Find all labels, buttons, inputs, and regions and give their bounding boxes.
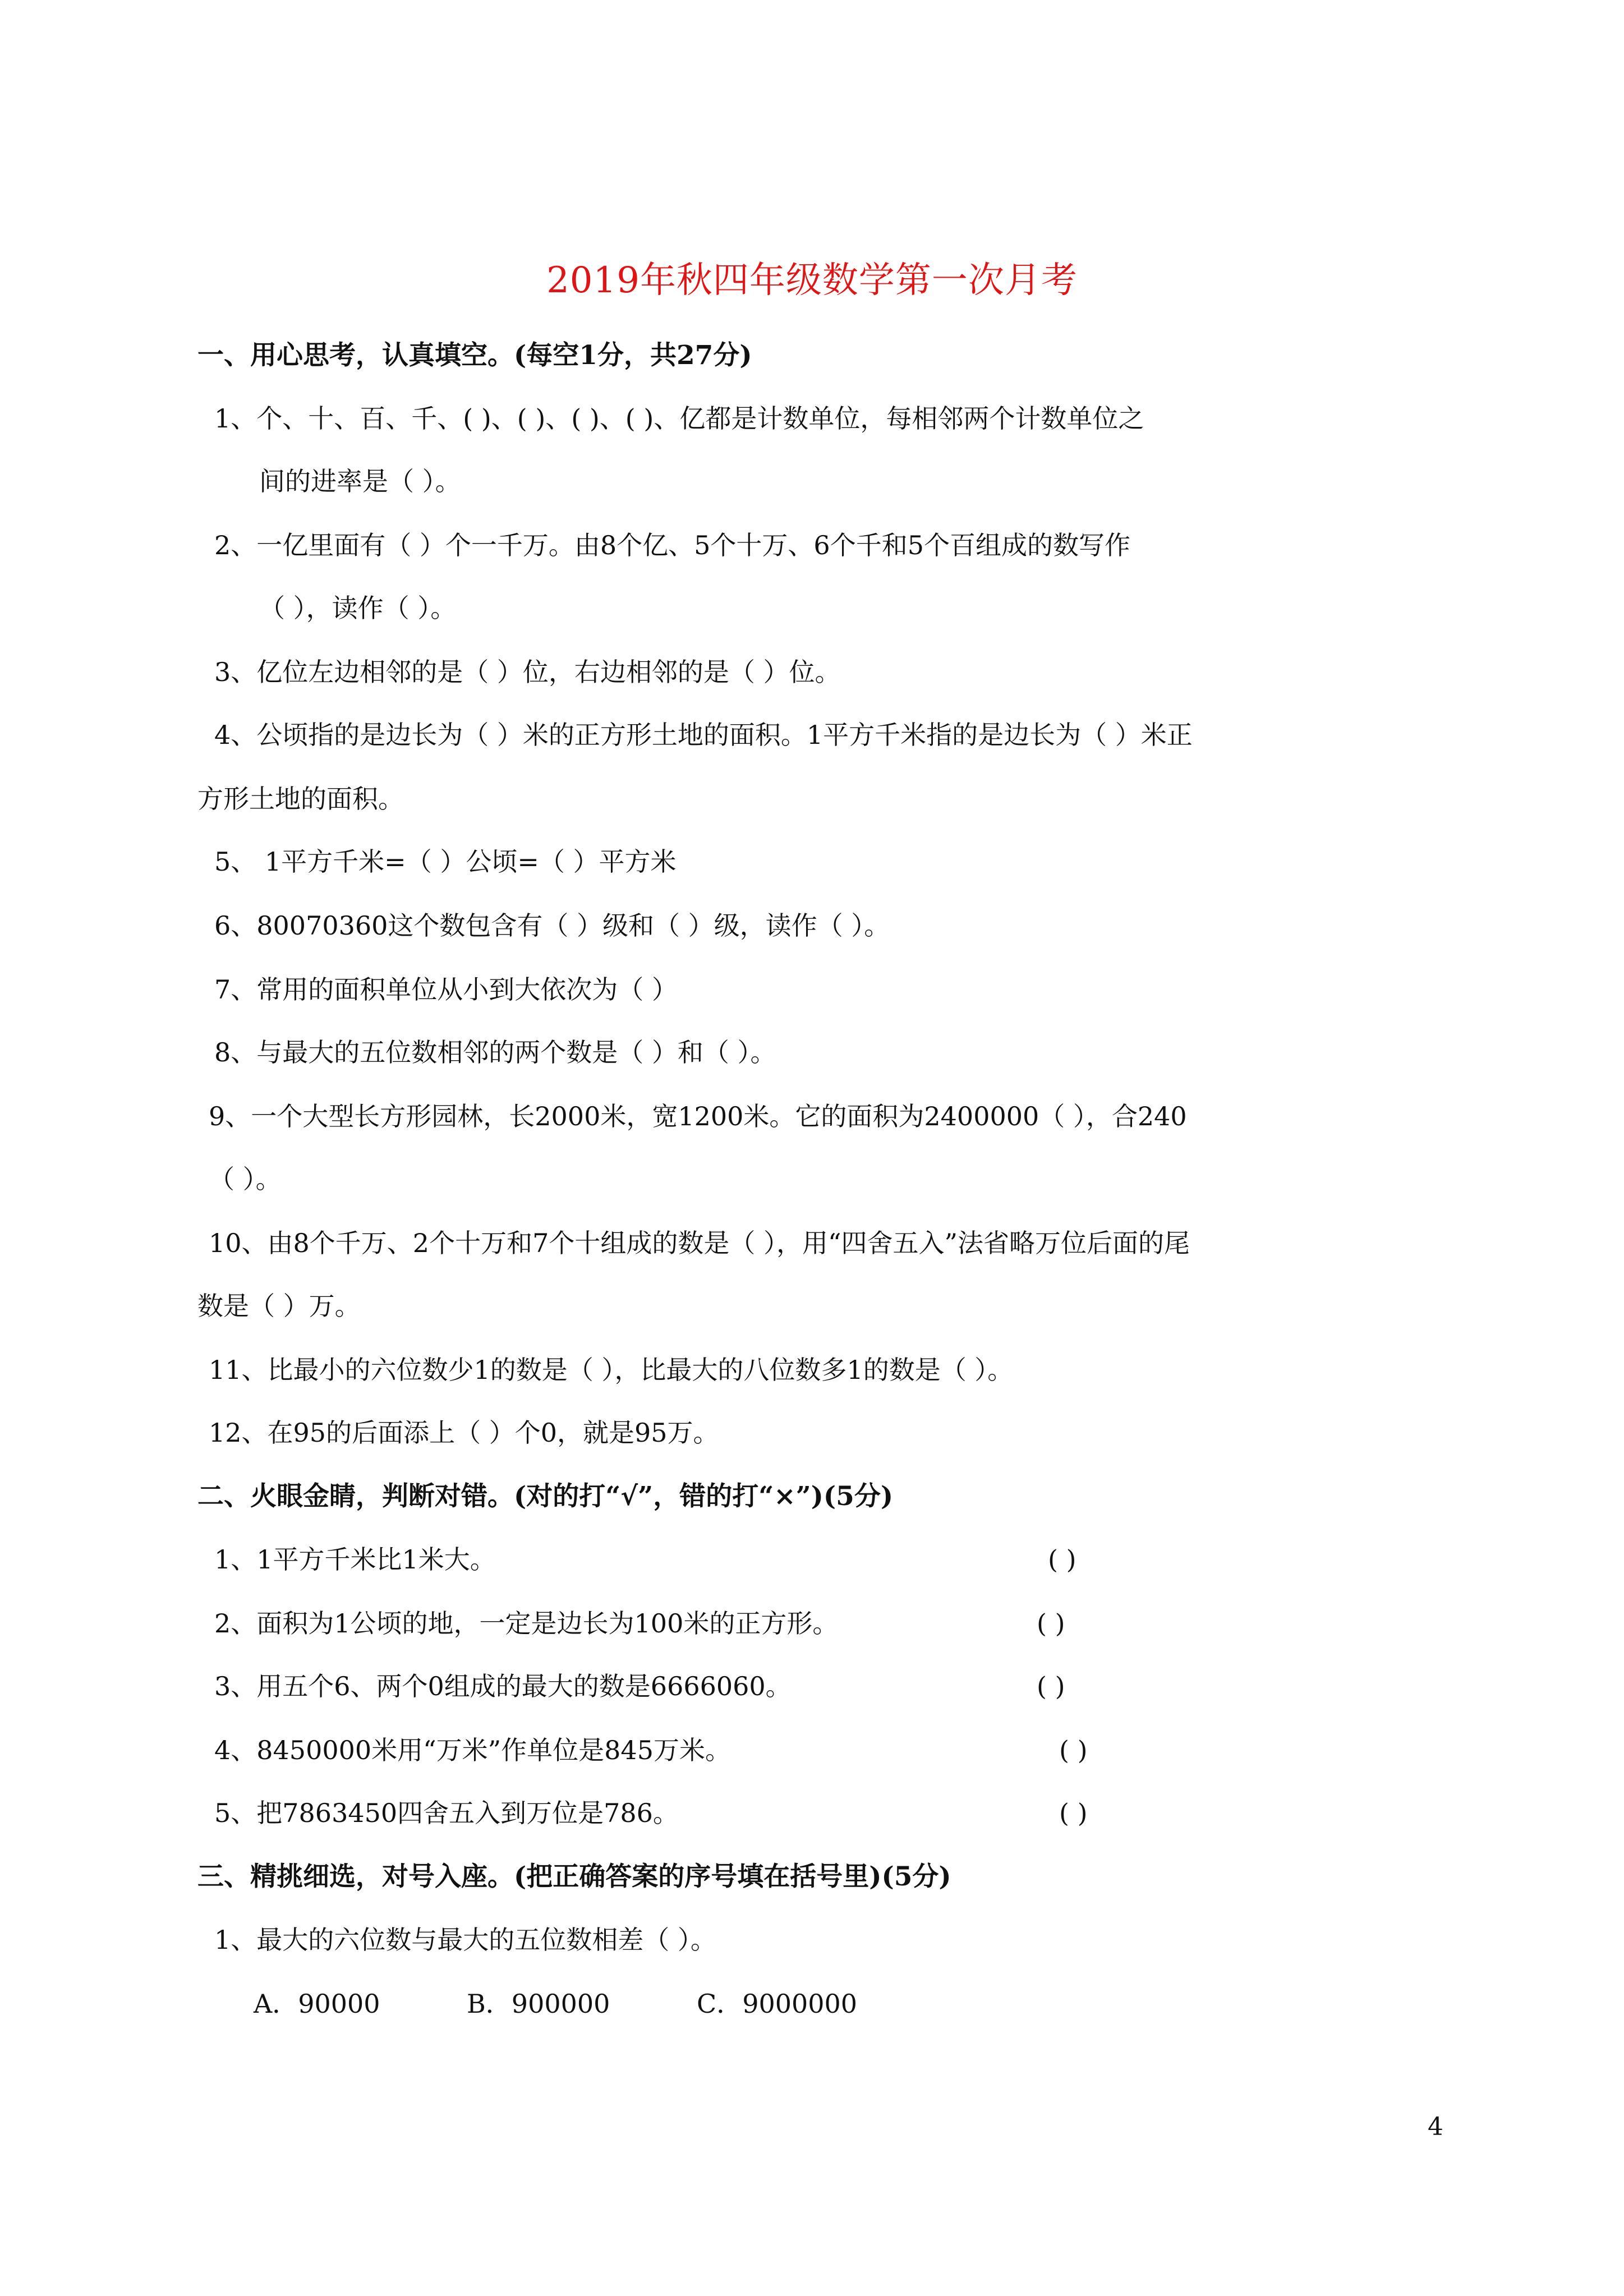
s1-line-10: 7、常用的面积单位从小到大依次为（ ） [214, 974, 678, 1005]
s1-line-1: 1、个、十、百、千、( )、( )、( )、( )、亿都是计数单位，每相邻两个计数单位之 [214, 403, 1144, 434]
page-title: 2019年秋四年级数学第一次月考 [546, 260, 1078, 301]
s2-item-3-mark: ( ) [1037, 1671, 1065, 1701]
s2-item-4-text: 4、8450000米用“万米”作单位是845万米。 [214, 1735, 731, 1765]
s1-line-6: 4、公顷指的是边长为（ ）米的正方形土地的面积。1平方千米指的是边长为（ ）米正 [214, 720, 1193, 750]
s3-option-b: B．900000 [467, 1989, 610, 2019]
s1-line-8: 5、 1平方千米=（ ）公顷=（ ）平方米 [214, 846, 677, 877]
s2-item-2-mark: ( ) [1037, 1608, 1065, 1639]
s3-option-c: C．9000000 [697, 1989, 858, 2019]
s2-item-1-mark: ( ) [1048, 1544, 1076, 1575]
s1-line-12: 9、一个大型长方形园林，长2000米，宽1200米。它的面积为2400000（ ），合240 [209, 1101, 1187, 1131]
s2-item-2-text: 2、面积为1公顷的地，一定是边长为100米的正方形。 [214, 1608, 839, 1639]
s1-line-5: 3、亿位左边相邻的是（ ）位，右边相邻的是（ ）位。 [214, 657, 841, 687]
s2-item-3-text: 3、用五个6、两个0组成的最大的数是6666060。 [214, 1671, 792, 1701]
s2-item-5-text: 5、把7863450四舍五入到万位是786。 [214, 1798, 679, 1828]
s2-item-1-text: 1、1平方千米比1米大。 [214, 1544, 496, 1575]
s2-item-4-mark: ( ) [1059, 1735, 1088, 1765]
s1-line-15: 数是（ ）万。 [197, 1291, 361, 1321]
s3-question-1: 1、最大的六位数与最大的五位数相差（ ）。 [214, 1925, 716, 1955]
s3-option-a: A．90000 [254, 1989, 380, 2019]
s1-line-17: 12、在95的后面添上（ ）个0，就是95万。 [209, 1418, 719, 1448]
s1-line-9: 6、80070360这个数包含有（ ）级和（ ）级，读作（ ）。 [214, 910, 890, 941]
section1-heading: 一、用心思考，认真填空。(每空1分，共27分) [197, 340, 752, 371]
s1-line-11: 8、与最大的五位数相邻的两个数是（ ）和（ ）。 [214, 1037, 776, 1068]
section2-heading: 二、火眼金睛，判断对错。(对的打“√”，错的打“×”)(5分) [197, 1481, 894, 1512]
page-number: 4 [1428, 2113, 1443, 2141]
s1-line-7: 方形土地的面积。 [197, 784, 404, 814]
section3-heading: 三、精挑细选，对号入座。(把正确答案的序号填在括号里)(5分) [197, 1861, 951, 1892]
s1-line-4: （ ），读作（ ）。 [259, 593, 457, 623]
s2-item-5-mark: ( ) [1059, 1798, 1088, 1828]
s1-line-3: 2、一亿里面有（ ）个一千万。由8个亿、5个十万、6个千和5个百组成的数写作 [214, 530, 1130, 560]
s1-line-16: 11、比最小的六位数少1的数是（ ），比最大的八位数多1的数是（ ）。 [209, 1355, 1014, 1385]
s1-line-14: 10、由8个千万、2个十万和7个十组成的数是（ ），用“四舍五入”法省略万位后面的尾 [209, 1228, 1190, 1258]
s1-line-2: 间的进率是（ ）。 [259, 466, 461, 496]
s1-line-13: （ ）。 [209, 1164, 282, 1194]
